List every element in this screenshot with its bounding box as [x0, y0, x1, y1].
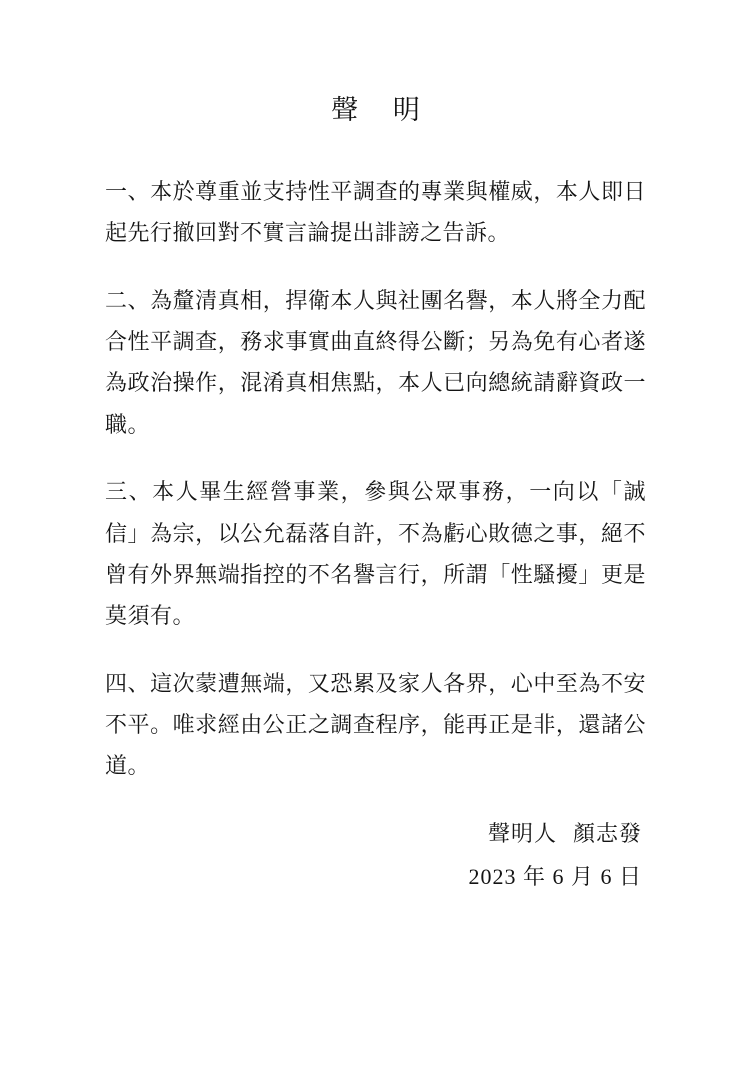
- signer-label: 聲明人: [487, 820, 557, 846]
- signer-name: 顏志發: [572, 820, 642, 846]
- statement-paragraph-3: 三、本人畢生經營事業，參與公眾事務，一向以「誠信」為宗，以公允磊落自許，不為虧心敗德之事，絕不曾有外界無端指控的不名譽言行，所謂「性騷擾」更是莫須有。: [105, 479, 646, 629]
- document-date: 2023 年 6 月 6 日: [468, 864, 642, 890]
- statement-paragraph-1: 一、本於尊重並支持性平調查的專業與權威，本人即日起先行撤回對不實言論提出誹謗之告訴。: [105, 179, 646, 246]
- signature-block: [105, 813, 646, 899]
- statement-paragraph-2: 二、為釐清真相，捍衛本人與社團名譽，本人將全力配合性平調查，務求事實曲直終得公斷；另為免有心者遂為政治操作，混淆真相焦點，本人已向總統請辭資政一職。: [105, 287, 646, 437]
- signer-line: [105, 813, 642, 855]
- page-title: 聲 明: [331, 95, 434, 125]
- statement-paragraph-4: 四、這次蒙遭無端，又恐累及家人各界，心中至為不安不平。唯求經由公正之調查程序，能再正是非，還諸公道。: [105, 670, 646, 779]
